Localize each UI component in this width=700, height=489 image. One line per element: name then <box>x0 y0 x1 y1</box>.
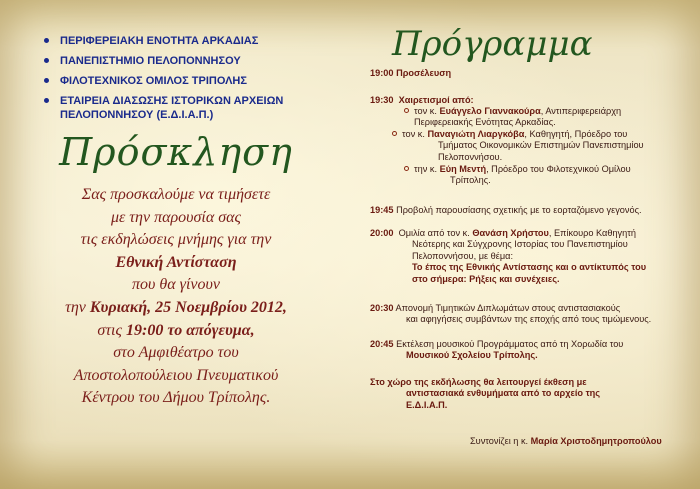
organizer-label: ΠΑΝΕΠΙΣΤΗΜΙΟ ΠΕΛΟΠΟΝΝΗΣΟΥ <box>60 55 241 67</box>
speech-text: , Επίκουρο Καθηγητή <box>548 228 636 238</box>
program-time: 19:45 <box>370 205 394 215</box>
music-text: Μουσικού Σχολείου Τρίπολης. <box>406 350 538 361</box>
invitation-line <box>0 252 352 275</box>
invitation-line: στο Αμφιθέατρο του <box>113 344 239 362</box>
greeting-entry <box>414 164 684 187</box>
invitation-line <box>0 297 352 320</box>
speech-text: Νεότερης και Σύγχρονης Ιστορίας του Πανεπιστημίου <box>412 239 628 250</box>
speech-topic: στο σήμερα: Ρήξεις και συνέχειες. <box>412 273 560 284</box>
program-time: 20:30 <box>370 303 394 313</box>
greeting-role-cont: Τμήματος Οικονομικών Επιστημών Πανεπιστημίου <box>438 140 644 151</box>
greeting-role-cont: Πελοποννήσου. <box>438 151 503 162</box>
greeting-role: , Πρόεδρο του Φιλοτεχνικού Ομίλου <box>486 164 631 174</box>
event-time: 19:00 το απόγευμα, <box>125 321 255 339</box>
greeting-role: , Αντιπεριφερειάρχη <box>540 106 622 116</box>
program-item-greetings <box>370 95 690 186</box>
date-prefix: την <box>65 298 90 316</box>
circle-bullet-icon <box>404 166 409 171</box>
speaker-name: Θανάση Χρήστου <box>472 228 549 238</box>
program-panel <box>352 0 700 489</box>
greeting-prefix: τον κ. <box>402 129 428 139</box>
program-item-arrival <box>370 68 690 79</box>
organizer-item <box>40 74 340 88</box>
invitation-line: Σας προσκαλούμε να τιμήσετε <box>81 186 271 203</box>
exhibition-text: Στο χώρο της εκδήλωσης θα λειτουργεί έκθεση με <box>370 377 587 387</box>
organizers-list <box>40 34 340 122</box>
program-text: Προσέλευση <box>396 68 452 78</box>
invitation-line: Κέντρου του Δήμου Τρίπολης. <box>81 389 271 407</box>
invitation-line <box>0 320 352 343</box>
organizer-label: ΠΕΡΙΦΕΡΕΙΑΚΗ ΕΝΟΤΗΤΑ ΑΡΚΑΔΙΑΣ <box>60 35 259 47</box>
bullet-icon <box>44 98 49 103</box>
program-item-awards <box>370 303 690 326</box>
program-time: 20:45 <box>370 339 394 349</box>
bullet-icon <box>44 58 49 63</box>
greeting-prefix: τον κ. <box>414 106 440 116</box>
speech-topic: Το έπος της Εθνικής Αντίστασης και ο αντίκτυπός του <box>412 262 647 273</box>
invitation-line: τις εκδηλώσεις μνήμης για την <box>80 231 272 249</box>
greeting-role-cont: Περιφερειακής Ενότητας Αρκαδίας. <box>414 117 556 128</box>
greeting-name: Παναγιώτη Λιαργκόβα <box>427 129 525 139</box>
greeting-name: Ευάγγελο Γιαννακούρα <box>439 106 541 116</box>
organizer-label: ΦΙΛΟΤΕΧΝΙΚΟΣ ΟΜΙΛΟΣ ΤΡΙΠΟΛΗΣ <box>60 75 247 87</box>
invitation-title: Πρόσκληση <box>59 130 293 174</box>
greeting-entry <box>414 106 684 129</box>
speech-text: Πελοποννήσου, με θέμα: <box>412 250 513 261</box>
invitation-text <box>0 184 352 410</box>
invitation-line: με την παρουσία σας <box>110 208 242 226</box>
organizer-item <box>40 54 340 68</box>
invitation-line: που θα γίνουν <box>132 276 220 294</box>
program-item-projection <box>370 205 690 216</box>
circle-bullet-icon <box>404 108 409 113</box>
program-item-music <box>370 339 690 362</box>
greeting-name: Εύη Μεντή <box>439 164 487 174</box>
exhibition-text: αντιστασιακά ενθυμήματα από το αρχείο της <box>406 388 601 399</box>
time-prefix: στις <box>97 321 126 339</box>
invitation-line: Αποστολοπούλειου Πνευματικού <box>73 366 279 384</box>
program-title: Πρόγραμμα <box>392 24 593 64</box>
speech-text: Ομιλία από τον κ. <box>398 228 473 238</box>
program-time: 19:30 <box>370 95 394 105</box>
awards-text: Απονομή Τιμητικών Διπλωμάτων στους αντιστασιακούς <box>395 303 621 313</box>
music-text: Εκτέλεση μουσικού Προγράμματος από τη Χορωδία του <box>396 339 624 349</box>
exhibition-text: Ε.Δ.Ι.Α.Π. <box>406 399 448 410</box>
program-item-exhibition <box>370 377 690 411</box>
coordinator-name: Μαρία Χριστοδημητροπούλου <box>530 436 662 446</box>
greeting-role-cont: Τρίπολης. <box>450 175 491 186</box>
coordinator <box>470 436 662 446</box>
organizer-label-cont: ΠΕΛΟΠΟΝΝΗΣΟΥ (Ε.Δ.Ι.Α.Π.) <box>60 109 214 121</box>
program-text: Προβολή παρουσίασης σχετικής με το εορταζόμενο γεγονός. <box>396 205 642 215</box>
greeting-prefix: την κ. <box>414 164 440 174</box>
organizer-item <box>40 94 340 122</box>
coordinator-prefix: Συντονίζει η κ. <box>470 436 531 446</box>
bullet-icon <box>44 38 49 43</box>
program-text: Χαιρετισμοί από: <box>398 95 474 105</box>
program-time: 19:00 <box>370 68 394 78</box>
event-date: Κυριακή, 25 Νοεμβρίου 2012, <box>89 298 287 316</box>
organizer-label: ΕΤΑΙΡΕΙΑ ΔΙΑΣΩΣΗΣ ΙΣΤΟΡΙΚΩΝ ΑΡΧΕΙΩΝ <box>60 95 284 107</box>
awards-text: και αφηγήσεις συμβάντων της εποχής από τους τιμώμενους. <box>406 314 652 325</box>
bullet-icon <box>44 78 49 83</box>
event-name: Εθνική Αντίσταση <box>115 253 237 271</box>
greeting-role: , Καθηγητή, Πρόεδρο του <box>524 129 628 139</box>
program-item-speech <box>370 228 690 285</box>
greeting-entry <box>402 129 687 163</box>
circle-bullet-icon <box>392 131 397 136</box>
organizer-item <box>40 34 340 48</box>
program-time: 20:00 <box>370 228 394 238</box>
